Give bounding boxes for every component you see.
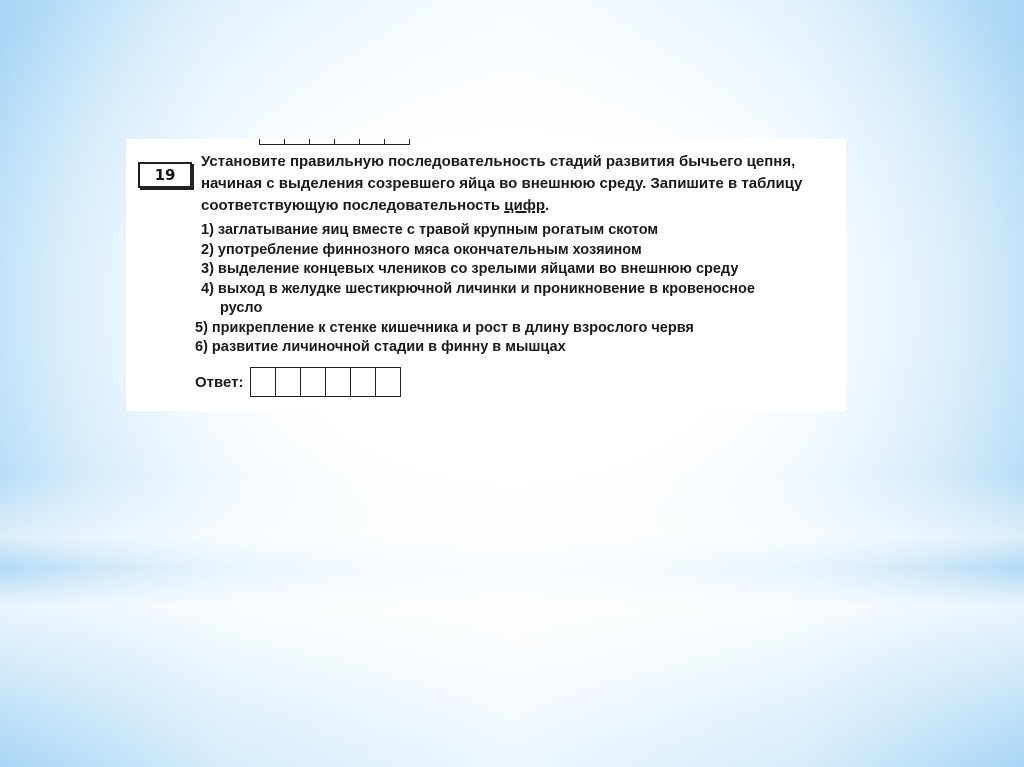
options-list: [195, 221, 846, 358]
option-item: 3) выделение концевых члеников со зрелыми яйцами во внешнюю среду: [201, 261, 739, 277]
answer-cell[interactable]: [351, 368, 376, 396]
task-number-badge: 19: [138, 162, 192, 188]
option-item: 1) заглатывание яиц вместе с травой крупным рогатым скотом: [201, 222, 659, 238]
option-item: 6) развитие личиночной стадии в финну в мышцах: [195, 339, 566, 355]
grid-cell: [285, 139, 310, 144]
question-line: [201, 195, 846, 217]
question-end: .: [545, 197, 550, 214]
option-item: 2) употребление финнозного мяса окончательным хозяином: [201, 241, 642, 258]
question-line-text: соответствующую последовательность: [201, 197, 505, 214]
answer-cell[interactable]: [376, 368, 400, 396]
grid-cell: [310, 139, 335, 144]
grid-cell: [260, 139, 285, 144]
option-continuation-text: русло: [220, 300, 263, 316]
task-question: [201, 151, 846, 217]
answer-cell[interactable]: [326, 368, 351, 396]
answer-cell[interactable]: [301, 368, 326, 396]
option-item: 4) выход в желудке шестикрючной личинки и проникновение в кровеносное: [201, 280, 755, 297]
answer-cell[interactable]: [276, 368, 301, 396]
grid-cell: [335, 139, 360, 144]
grid-cell: [360, 139, 385, 144]
answer-row: [195, 367, 401, 397]
answer-cell[interactable]: [251, 368, 276, 396]
option-item: 5) прикрепление к стенке кишечника и рост в длину взрослого червя: [195, 319, 694, 336]
question-line: начиная с выделения созревшего яйца во внешнюю среду. Запишите в таблицу: [201, 175, 803, 192]
answer-label: Ответ:: [195, 373, 244, 391]
grid-cell: [385, 139, 409, 144]
scanned-task-image: [126, 139, 846, 411]
question-emphasis: цифр: [504, 197, 545, 214]
answer-grid: [250, 367, 401, 397]
option-item-continuation: [201, 299, 846, 319]
previous-answer-grid: [259, 139, 410, 145]
question-line: Установите правильную последовательность стадий развития бычьего цепня,: [201, 153, 796, 170]
